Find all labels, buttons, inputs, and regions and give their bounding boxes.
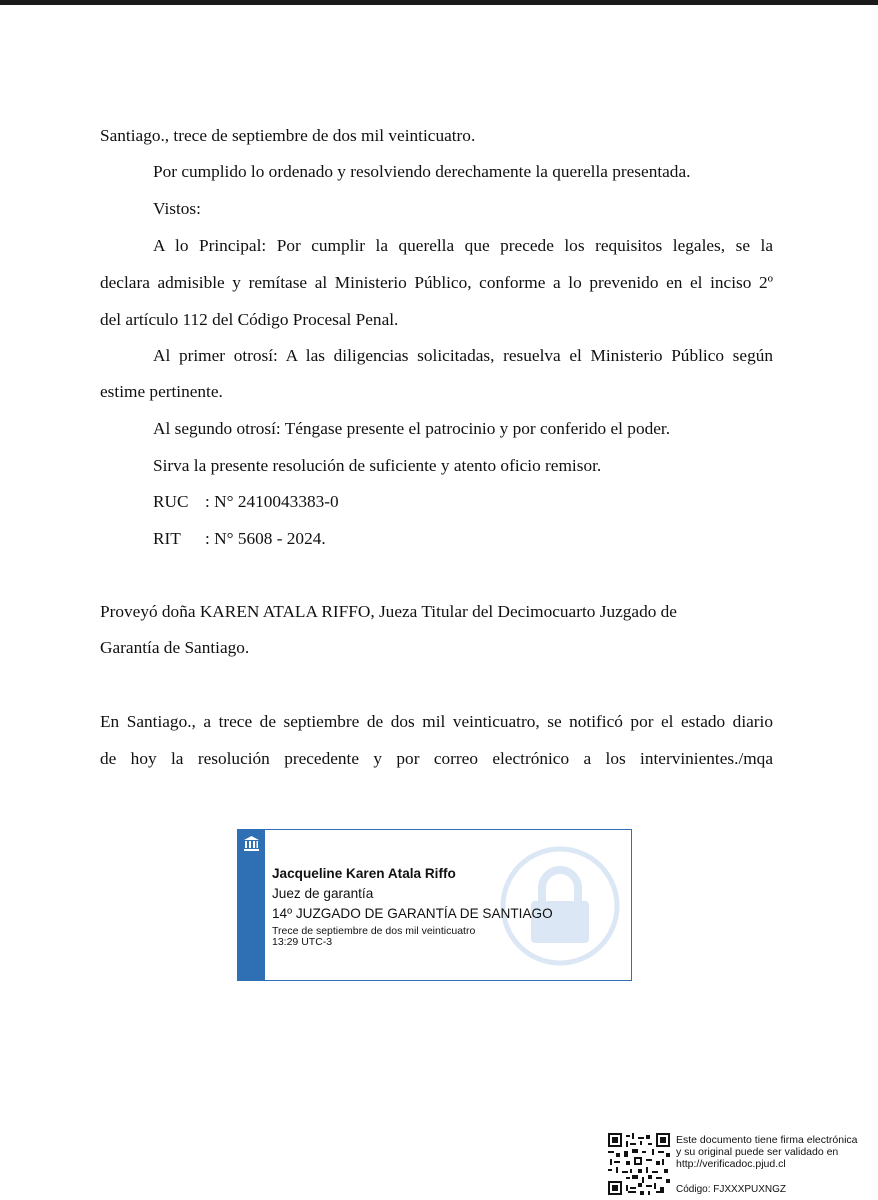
proveyo-line-1: Proveyó doña KAREN ATALA RIFFO, Jueza Titular del Decimocuarto Juzgado de: [100, 602, 677, 621]
rit-label: RIT: [153, 529, 181, 548]
vistos-heading: Vistos:: [153, 199, 201, 218]
courthouse-icon: [243, 835, 260, 852]
signer-court: 14º JUZGADO DE GARANTÍA DE SANTIAGO: [272, 906, 553, 921]
otrosi1-line-2: estime pertinente.: [100, 382, 223, 401]
signer-role: Juez de garantía: [272, 886, 374, 901]
principal-line-2: declara admisible y remítase al Ministerio Público, conforme a lo prevenido en el inciso 2º: [100, 273, 773, 292]
principal-line-3: del artículo 112 del Código Procesal Penal.: [100, 310, 399, 329]
ruc-line: [153, 492, 339, 512]
otrosi1-line-1: Al primer otrosí: A las diligencias solicitadas, resuelva el Ministerio Público según: [153, 346, 773, 365]
qr-code: [608, 1133, 670, 1195]
stamp-sidebar: [238, 830, 265, 980]
notification-line-2: de hoy la resolución precedente y por correo electrónico a los intervinientes./mqa: [100, 749, 773, 768]
page-top-border: [0, 0, 878, 5]
proveyo-line-2: Garantía de Santiago.: [100, 638, 250, 657]
verification-code: Código: FJXXXPUXNGZ: [676, 1184, 787, 1195]
notification-line-1: En Santiago., a trece de septiembre de dos mil veinticuatro, se notificó por el estado diario: [100, 712, 773, 731]
sirva-paragraph: Sirva la presente resolución de suficiente y atento oficio remisor.: [153, 456, 602, 475]
signature-time: 13:29 UTC-3: [272, 936, 333, 948]
signature-stamp: [237, 829, 632, 981]
ruc-label: RUC: [153, 492, 189, 511]
ruc-value: : N° 2410043383-0: [205, 492, 339, 511]
date-line: Santiago., trece de septiembre de dos mil veinticuatro.: [100, 126, 476, 145]
signer-name: Jacqueline Karen Atala Riffo: [272, 866, 456, 881]
otrosi2-paragraph: Al segundo otrosí: Téngase presente el patrocinio y por conferido el poder.: [153, 419, 671, 438]
signature-date: Trece de septiembre de dos mil veinticuatro: [272, 925, 476, 937]
intro-paragraph: Por cumplido lo ordenado y resolviendo derechamente la querella presentada.: [153, 162, 691, 181]
verification-text-line-1: Este documento tiene firma electrónica: [676, 1134, 858, 1146]
rit-line: [153, 529, 326, 549]
rit-value: : N° 5608 - 2024.: [205, 529, 326, 548]
verification-url[interactable]: http://verificadoc.pjud.cl: [676, 1158, 786, 1170]
verification-text-line-2: y su original puede ser validado en: [676, 1146, 839, 1158]
principal-line-1: A lo Principal: Por cumplir la querella que precede los requisitos legales, se la: [153, 236, 773, 255]
